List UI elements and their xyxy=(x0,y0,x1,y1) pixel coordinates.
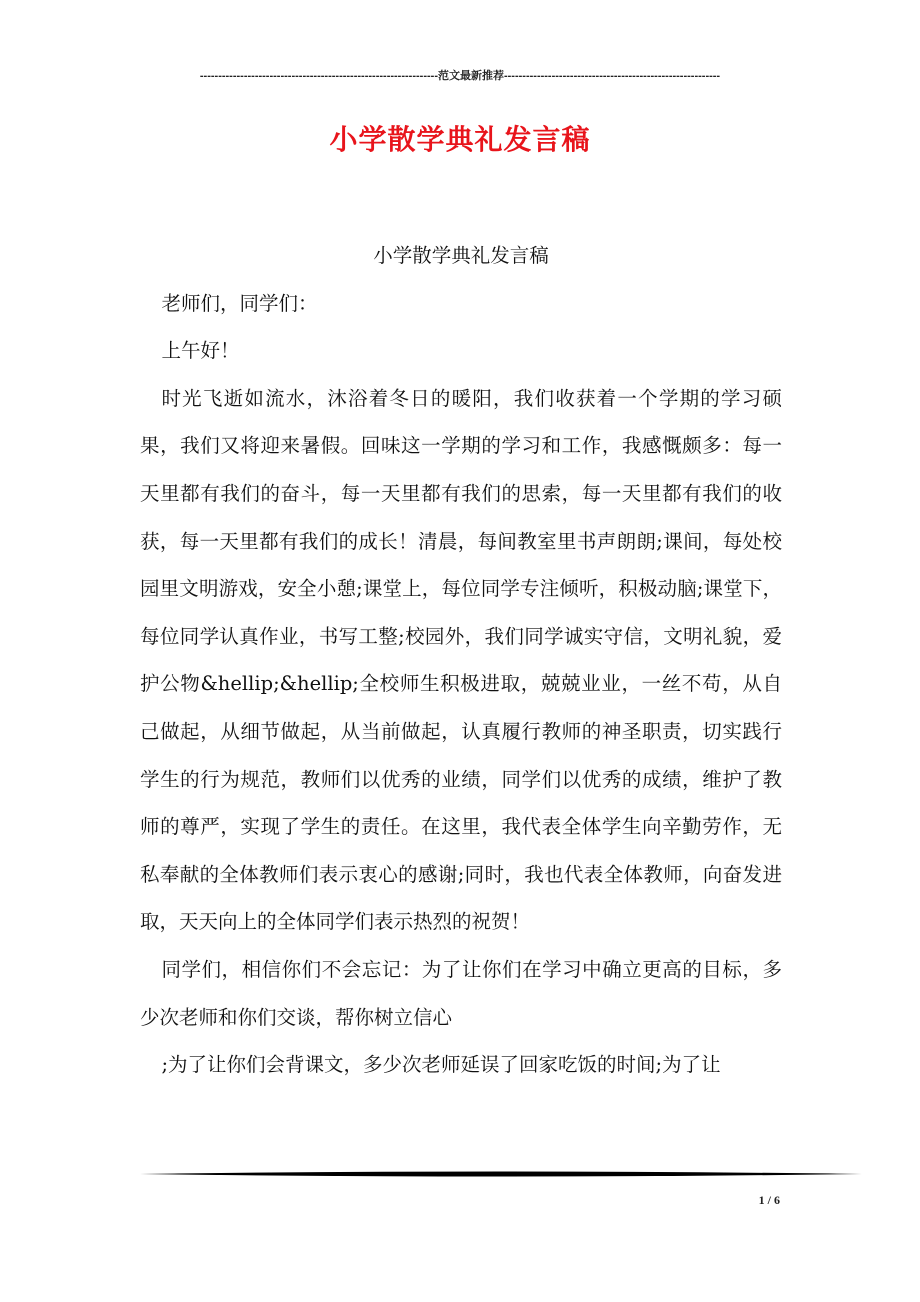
paragraph-3: ;为了让你们会背课文，多少次老师延误了回家吃饭的时间;为了让 xyxy=(161,1053,721,1077)
header-banner: -----------------------------------------------------------------范文最新推荐----------------------------------------------------------- xyxy=(199,70,721,82)
document-body xyxy=(140,232,782,1089)
greeting: 上午好！ xyxy=(161,339,240,363)
salutation: 老师们，同学们： xyxy=(161,291,318,315)
paragraph-1: 时光飞逝如流水，沐浴着冬日的暖阳，我们收获着一个学期的学习硕果，我们又将迎来暑假。回味这一学期的学习和工作，我感慨颇多：每一天里都有我们的奋斗，每一天里都有我们的思索，每一天里都有我们的收获，每一天里都有我们的成长！清晨，每间教室里书声朗朗;课间，每处校园里文明游戏，安全小憩;课堂上，每位同学专注倾听，积极动脑;课堂下，每位同学认真作业，书写工整;校园外，我们同学诚实守信，文明礼貌，爱护公物&hellip;&hellip;全校师生积极进取，兢兢业业，一丝不苟，从自己做起，从细节做起，从当前做起，认真履行教师的神圣职责，切实践行学生的行为规范，教师们以优秀的业绩，同学们以优秀的成绩，维护了教师的尊严，实现了学生的责任。在这里，我代表全体学生向辛勤劳作，无私奉献的全体教师们表示衷心的感谢;同时，我也代表全体教师，向奋发进取，天天向上的全体同学们表示热烈的祝贺！ xyxy=(140,386,782,934)
paragraph-2: 同学们，相信你们不会忘记：为了让你们在学习中确立更高的目标，多少次老师和你们交谈，帮你树立信心 xyxy=(140,957,782,1029)
footer-rule xyxy=(140,1170,862,1178)
document-title: 小学散学典礼发言稿 xyxy=(329,123,591,156)
page-number: 1 / 6 xyxy=(758,1193,780,1207)
document-subtitle: 小学散学典礼发言稿 xyxy=(373,244,549,267)
